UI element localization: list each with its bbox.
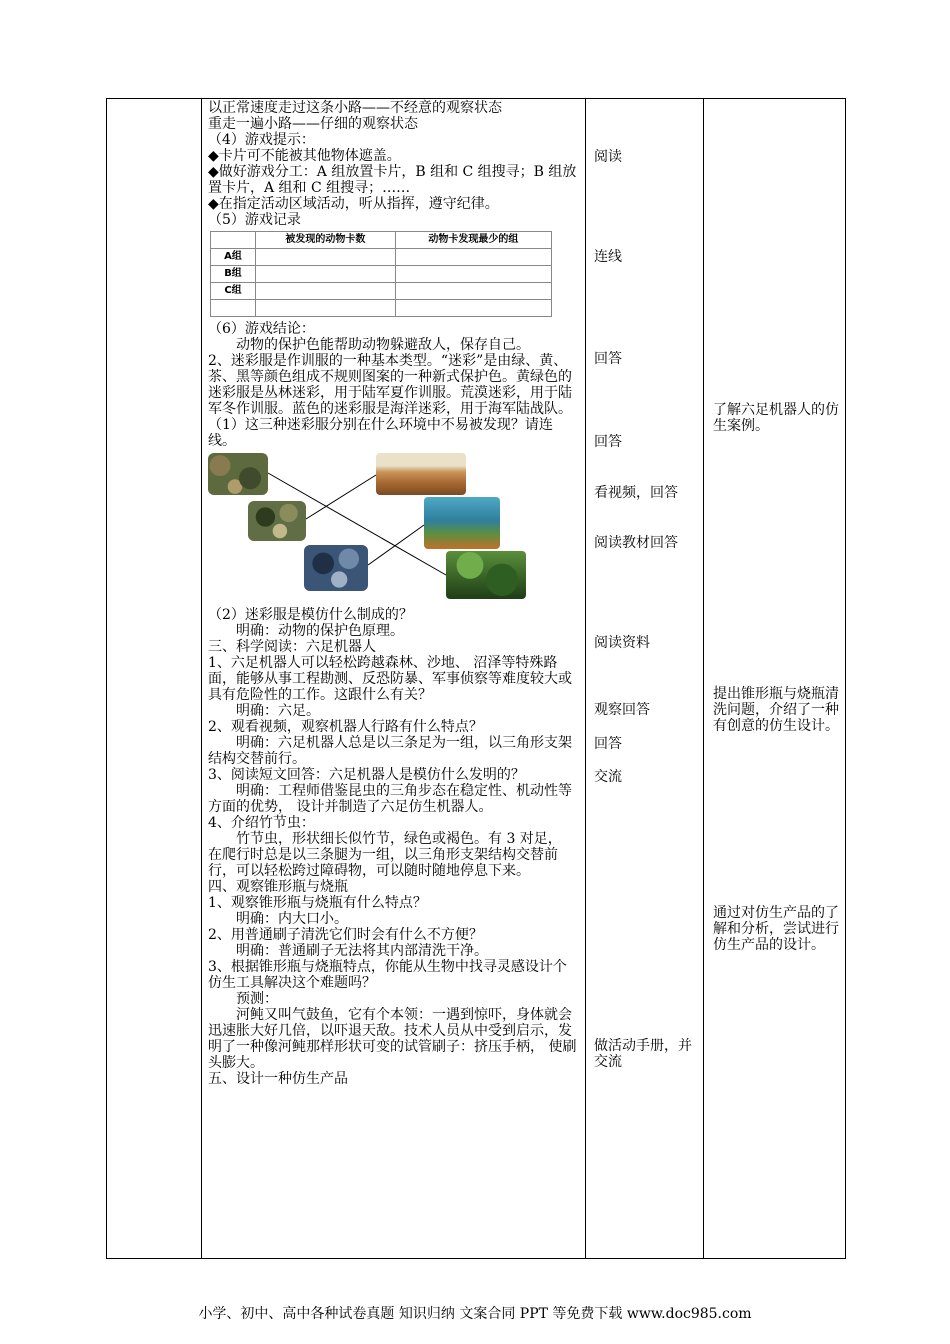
text-line: 明确：六足。 <box>236 703 320 719</box>
match-line <box>368 525 424 565</box>
design-intent: 了解六足机器人的仿生案例。 <box>713 402 839 434</box>
game-record-table <box>210 231 552 317</box>
table-border-bottom <box>106 1258 846 1259</box>
table-row-label: B组 <box>211 266 256 283</box>
match-line <box>268 473 446 575</box>
section-title: 五、设计一种仿生产品 <box>208 1071 348 1087</box>
student-activity: 观察回答 <box>594 702 650 718</box>
section-title: 四、观察锥形瓶与烧瓶 <box>208 879 348 895</box>
student-activity: 阅读 <box>594 149 622 165</box>
student-activity: 回答 <box>594 434 622 450</box>
table-row-label: C组 <box>211 283 256 300</box>
student-activity: 回答 <box>594 736 622 752</box>
table-header: 被发现的动物卡数 <box>256 232 396 249</box>
text-line: 预测： <box>236 991 278 1007</box>
student-activity: 交流 <box>594 769 622 785</box>
table-row-label: A组 <box>211 249 256 266</box>
student-activity: 做活动手册，并交流 <box>594 1038 692 1070</box>
student-activity: 看视频，回答 <box>594 485 678 501</box>
paragraph: 明确：六足机器人总是以三条足为一组，以三角形支架结构交替前行。 <box>208 735 572 767</box>
table-row <box>211 232 552 249</box>
table-border-top <box>106 98 846 99</box>
paragraph: 动物的保护色能帮助动物躲避敌人，保存自己。 <box>236 337 530 353</box>
table-row <box>211 283 552 300</box>
table-cell <box>395 283 551 300</box>
match-line <box>306 475 376 519</box>
paragraph: 3、阅读短文回答：六足机器人是模仿什么发明的？ <box>208 767 525 783</box>
table-cell <box>211 232 256 249</box>
text-line: 4、介绍竹节虫： <box>208 815 315 831</box>
table-cell <box>395 266 551 283</box>
camouflage-matching-figure <box>208 453 580 605</box>
table-cell <box>395 249 551 266</box>
student-activity: 阅读教材回答 <box>594 535 678 551</box>
table-border-col3 <box>703 98 704 1259</box>
teaching-process-column <box>208 100 580 1087</box>
text-line: ◆在指定活动区域活动，听从指挥，遵守纪律。 <box>208 196 499 212</box>
text-line: 明确：动物的保护色原理。 <box>236 623 404 639</box>
section-title: 三、科学阅读：六足机器人 <box>208 639 376 655</box>
design-intent: 提出锥形瓶与烧瓶清洗问题，介绍了一种有创意的仿生设计。 <box>713 686 839 734</box>
table-row <box>211 249 552 266</box>
table-border-col1 <box>201 98 202 1259</box>
text-line: 2、用普通刷子清洗它们时会有什么不方便？ <box>208 927 483 943</box>
paragraph: 1、六足机器人可以轻松跨越森林、沙地、 沼泽等特殊路面，能够从事工程勘测、反恐防暴、军事侦察等难度较大或具有危险性的工作。这跟什么有关？ <box>208 655 572 703</box>
text-line: 明确：普通刷子无法将其内部清洗干净。 <box>236 943 488 959</box>
table-cell <box>256 266 396 283</box>
table-row <box>211 300 552 317</box>
table-row <box>211 266 552 283</box>
text-line: 明确：内大口小。 <box>236 911 348 927</box>
text-line: 以正常速度走过这条小路——不经意的观察状态 <box>208 100 502 116</box>
paragraph: 2、迷彩服是作训服的一种基本类型。“迷彩”是由绿、黄、茶、黑等颜色组成不规则图案的一种新式保护色。黄绿色的迷彩服是丛林迷彩，用于陆军夏作训服。荒漠迷彩，用于陆军冬作训服。蓝色的迷彩服是海洋迷彩，用于海军陆战队。 <box>208 353 572 417</box>
text-line: （2）迷彩服是模仿什么制成的？ <box>208 607 413 623</box>
table-border-col2 <box>585 98 586 1259</box>
student-activity: 回答 <box>594 351 622 367</box>
design-intent: 通过对仿生产品的了解和分析，尝试进行仿生产品的设计。 <box>713 905 839 953</box>
table-cell <box>395 300 551 317</box>
paragraph: 明确：工程师借鉴昆虫的三角步态在稳定性、机动性等方面的优势， 设计并制造了六足仿生机器人。 <box>208 783 572 815</box>
text-line: ◆卡片可不能被其他物体遮盖。 <box>208 148 401 164</box>
text-line: 重走一遍小路——仔细的观察状态 <box>208 116 418 132</box>
text-line: （4）游戏提示： <box>208 132 315 148</box>
student-activity: 连线 <box>594 249 622 265</box>
matching-lines <box>208 453 580 605</box>
paragraph: 竹节虫，形状细长似竹节，绿色或褐色。有 3 对足， 在爬行时总是以三条腿为一组，以三角形支架结构交替前行，可以轻松跨过障碍物，可以随时随地停息下来。 <box>208 831 562 879</box>
table-cell <box>256 249 396 266</box>
text-line: 1、观察锥形瓶与烧瓶有什么特点？ <box>208 895 427 911</box>
table-border-left <box>106 98 107 1259</box>
text-line: （5）游戏记录 <box>208 212 301 228</box>
student-activity: 阅读资料 <box>594 635 650 651</box>
table-header: 动物卡发现最少的组 <box>395 232 551 249</box>
table-row-label <box>211 300 256 317</box>
page-footer: 小学、初中、高中各种试卷真题 知识归纳 文案合同 PPT 等免费下载 www.doc985.com <box>198 1306 752 1322</box>
table-cell <box>256 283 396 300</box>
paragraph: 3、根据锥形瓶与烧瓶特点，你能从生物中找寻灵感设计个仿生工具解决这个难题吗？ <box>208 959 567 991</box>
text-line: ◆做好游戏分工：A 组放置卡片，B 组和 C 组搜寻；B 组放置卡片，A 组和 C 组搜寻；…… <box>208 164 577 196</box>
table-cell <box>256 300 396 317</box>
paragraph: （1）这三种迷彩服分别在什么环境中不易被发现？请连线。 <box>208 417 553 449</box>
text-line: 2、观看视频，观察机器人行路有什么特点？ <box>208 719 483 735</box>
paragraph: 河鲀又叫气鼓鱼，它有个本领：一遇到惊吓，身体就会迅速胀大好几倍，以吓退天敌。技术人员从中受到启示，发明了一种像河鲀那样形状可变的试管刷子：挤压手柄， 使刷头膨大。 <box>208 1007 577 1071</box>
text-line: （6）游戏结论： <box>208 321 315 337</box>
table-border-right <box>845 98 846 1259</box>
